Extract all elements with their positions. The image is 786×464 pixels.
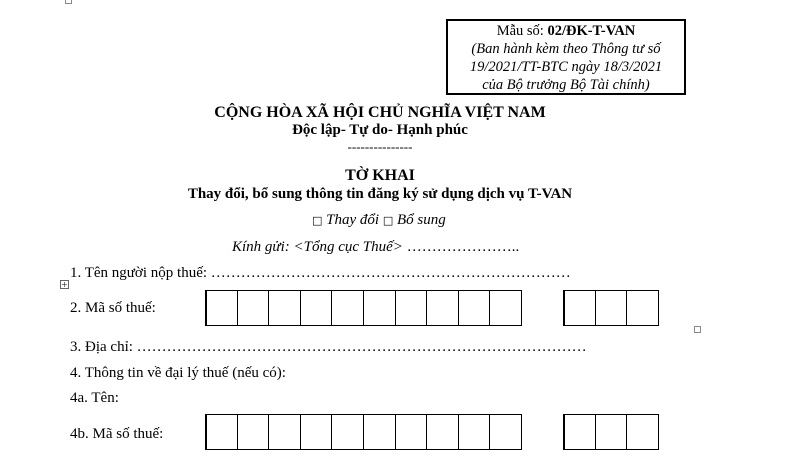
change-type-options [312,212,446,229]
agent-tax-code-digit[interactable] [205,414,238,450]
form-code-prefix: Mẫu số: [496,23,548,39]
form-issued-line3: của Bộ trưởng Bộ Tài chính) [482,77,650,93]
header-separator: --------------- [347,139,413,154]
agent-tax-code-suffix-boxes [563,414,658,450]
motto: Độc lập- Tự do- Hạnh phúc [292,122,468,138]
recipient-value: <Tổng cục Thuế> [293,239,403,255]
change-checkbox[interactable]: □ [312,214,323,227]
resize-handle-icon[interactable] [694,326,701,333]
add-checkbox[interactable]: □ [382,214,394,227]
field-tax-agent-info: 4. Thông tin về đại lý thuế (nếu có): [70,365,286,381]
corner-marker-icon [65,0,72,4]
tax-code-digit[interactable] [331,290,364,326]
field-address: 3. Địa chỉ: ……………………………………………………………………………… [70,339,587,355]
add-label: Bổ sung [396,212,446,228]
tax-code-digit[interactable] [426,290,459,326]
agent-tax-code-boxes [205,414,521,450]
tax-code-digit[interactable] [489,290,522,326]
tax-code-digit[interactable] [458,290,491,326]
agent-tax-code-suffix-digit[interactable] [626,414,659,450]
tax-code-boxes [205,290,521,326]
form-code: 02/ĐK-T-VAN [547,23,636,39]
agent-tax-code-digit[interactable] [395,414,428,450]
form-number-box [446,19,686,95]
agent-tax-code-digit[interactable] [331,414,364,450]
tax-code-digit[interactable] [268,290,301,326]
field-tax-code-label: 2. Mã số thuế: [70,300,156,316]
tax-code-digit[interactable] [205,290,238,326]
agent-tax-code-digit[interactable] [426,414,459,450]
tax-code-digit[interactable] [300,290,333,326]
recipient-line [232,239,519,256]
change-label: Thay đổi [326,212,380,228]
recipient-label: Kính gửi: [232,239,294,255]
tax-code-digit[interactable] [363,290,396,326]
agent-tax-code-suffix-digit[interactable] [563,414,596,450]
agent-tax-code-digit[interactable] [300,414,333,450]
tax-code-suffix-boxes [563,290,658,326]
agent-tax-code-suffix-digit[interactable] [595,414,628,450]
agent-tax-code-digit[interactable] [458,414,491,450]
agent-tax-code-digit[interactable] [363,414,396,450]
recipient-dots: ………………….. [402,239,520,255]
country-heading: CỘNG HÒA XÃ HỘI CHỦ NGHĨA VIỆT NAM [214,104,546,121]
field-agent-tax-code-label: 4b. Mã số thuế: [70,426,164,442]
tax-code-digit[interactable] [395,290,428,326]
agent-tax-code-digit[interactable] [268,414,301,450]
page-title: TỜ KHAI [345,167,415,184]
agent-tax-code-digit[interactable] [489,414,522,450]
tax-code-suffix-digit[interactable] [563,290,596,326]
field-taxpayer-name: 1. Tên người nộp thuế: ……………………………………………………………… [70,265,571,281]
agent-tax-code-digit[interactable] [237,414,270,450]
form-issued-line1: (Ban hành kèm theo Thông tư số [471,41,661,57]
form-issued-line2: 19/2021/TT-BTC ngày 18/3/2021 [469,59,663,75]
form-code-line [448,22,684,40]
page-subtitle: Thay đổi, bổ sung thông tin đăng ký sử dụng dịch vụ T-VAN [187,186,573,202]
field-agent-name: 4a. Tên: [70,390,119,406]
tax-code-suffix-digit[interactable] [595,290,628,326]
tax-code-suffix-digit[interactable] [626,290,659,326]
tax-code-digit[interactable] [237,290,270,326]
table-move-handle-icon[interactable]: + [61,280,68,289]
